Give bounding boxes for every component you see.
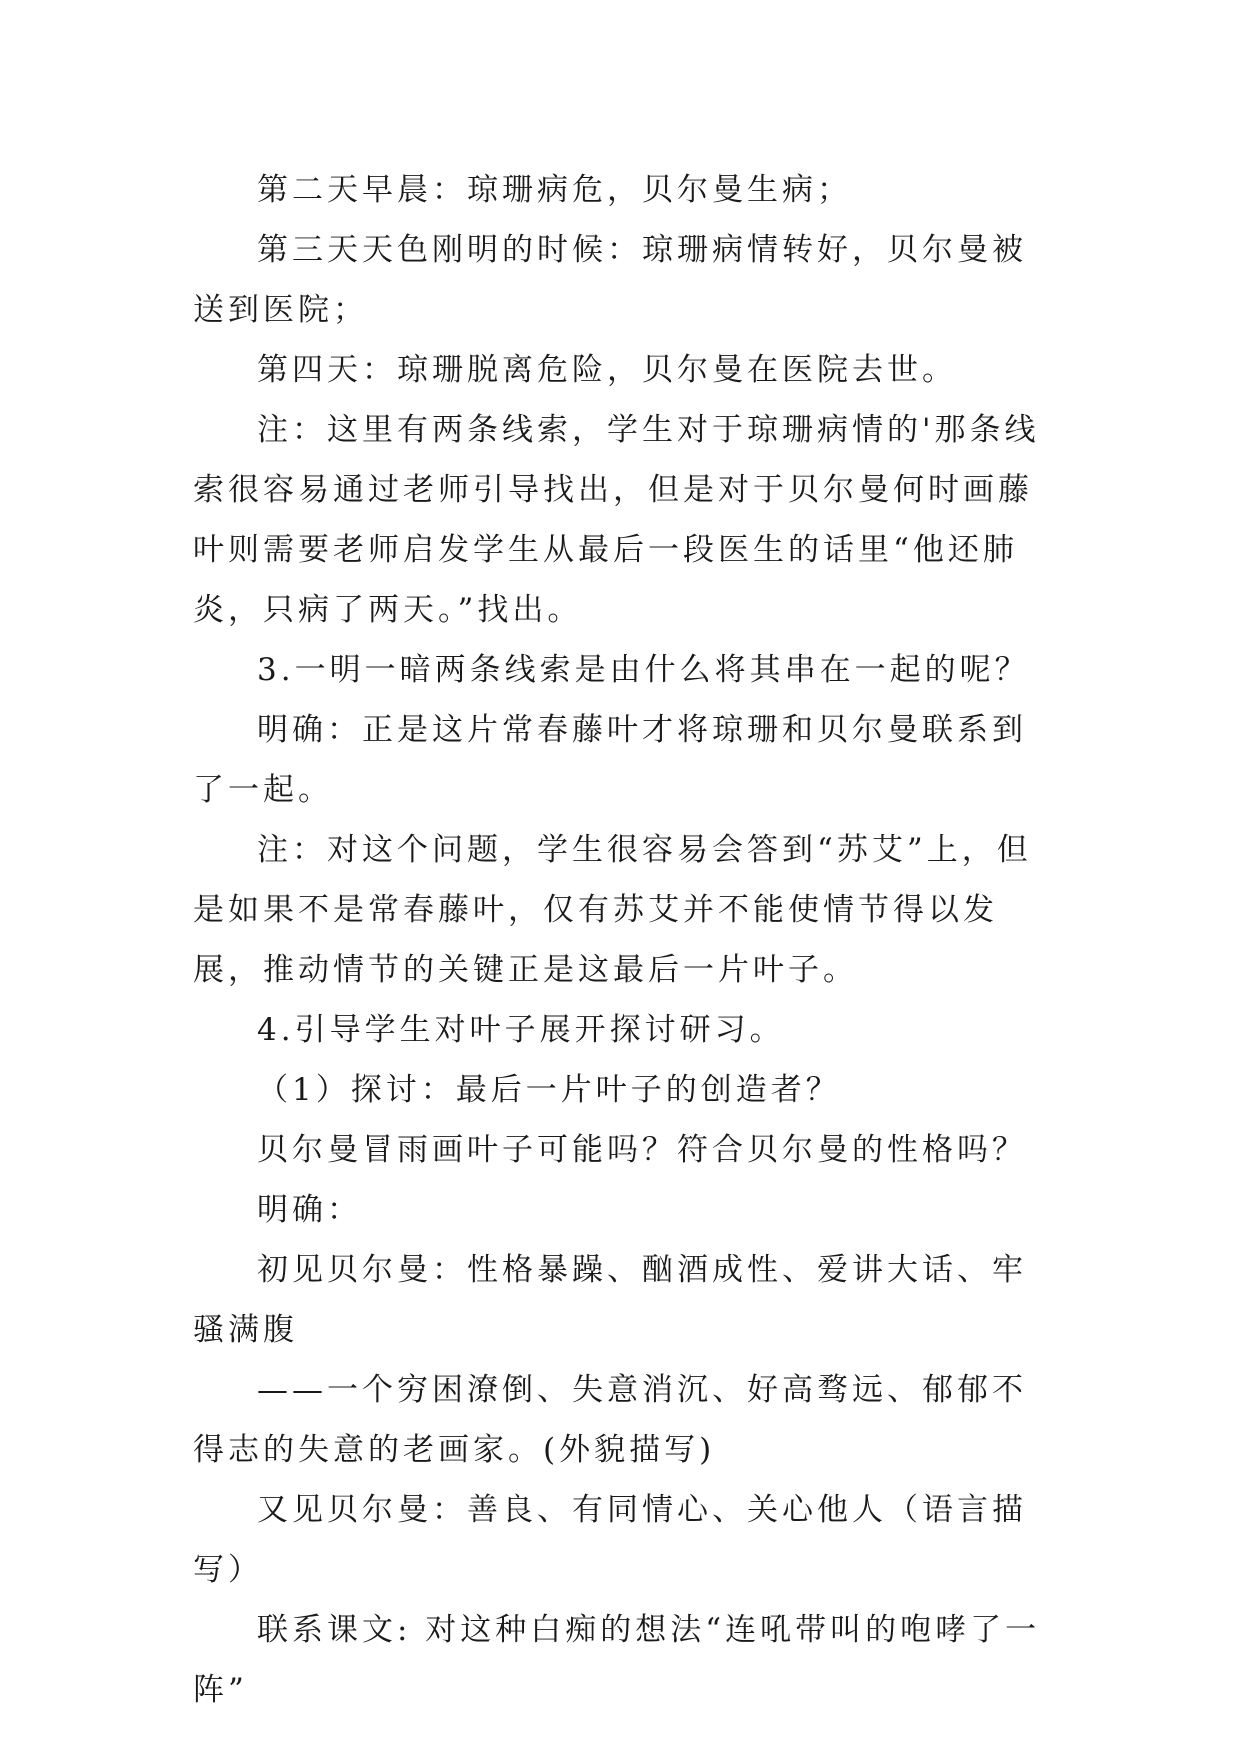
paragraph-note-sue: 注：对这个问题，学生很容易会答到“苏艾”上，但是如果不是常春藤叶，仅有苏艾并不能使情节得以发展，推动情节的关键正是这最后一片叶子。 <box>193 832 1032 988</box>
paragraph-question-3: 3.一明一暗两条线索是由什么将其串在一起的呢？ <box>257 652 1030 688</box>
paragraph-first-meet: 初见贝尔曼：性格暴躁、酗酒成性、爱讲大话、牢骚满腹 <box>193 1252 1027 1348</box>
paragraph-text-link: 联系课文: 对这种白痴的想法“连吼带叫的咆哮了一阵” <box>193 1612 1041 1708</box>
paragraph-step-4: 4.引导学生对叶子展开探讨研习。 <box>257 1012 785 1048</box>
paragraph-question-behrman: 贝尔曼冒雨画叶子可能吗？符合贝尔曼的性格吗？ <box>257 1132 1027 1168</box>
paragraph-day4: 第四天：琼珊脱离危险，贝尔曼在医院去世。 <box>257 352 957 388</box>
paragraph-clarify: 明确： <box>257 1192 362 1228</box>
paragraph-discussion-1: （1）探讨：最后一片叶子的创造者？ <box>257 1072 841 1108</box>
paragraph-answer-3: 明确：正是这片常春藤叶才将琼珊和贝尔曼联系到了一起。 <box>193 712 1027 808</box>
paragraph-dawn-day3: 第三天天色刚明的时候：琼珊病情转好，贝尔曼被送到医院； <box>193 232 1027 328</box>
document-body <box>193 160 1053 1720</box>
paragraph-note-clues: 注：这里有两条线索，学生对于琼珊病情的'那条线索很容易通过老师引导找出，但是对于贝尔曼何时画藤叶则需要老师启发学生从最后一段医生的话里“他还肺炎，只病了两天。”找出。 <box>193 412 1040 628</box>
paragraph-morning-day2: 第二天早晨：琼珊病危，贝尔曼生病； <box>257 172 852 208</box>
paragraph-second-meet: 又见贝尔曼：善良、有同情心、关心他人（语言描写） <box>193 1492 1027 1588</box>
paragraph-description: ——一个穷困潦倒、失意消沉、好高骛远、郁郁不得志的失意的老画家。(外貌描写) <box>193 1372 1027 1468</box>
